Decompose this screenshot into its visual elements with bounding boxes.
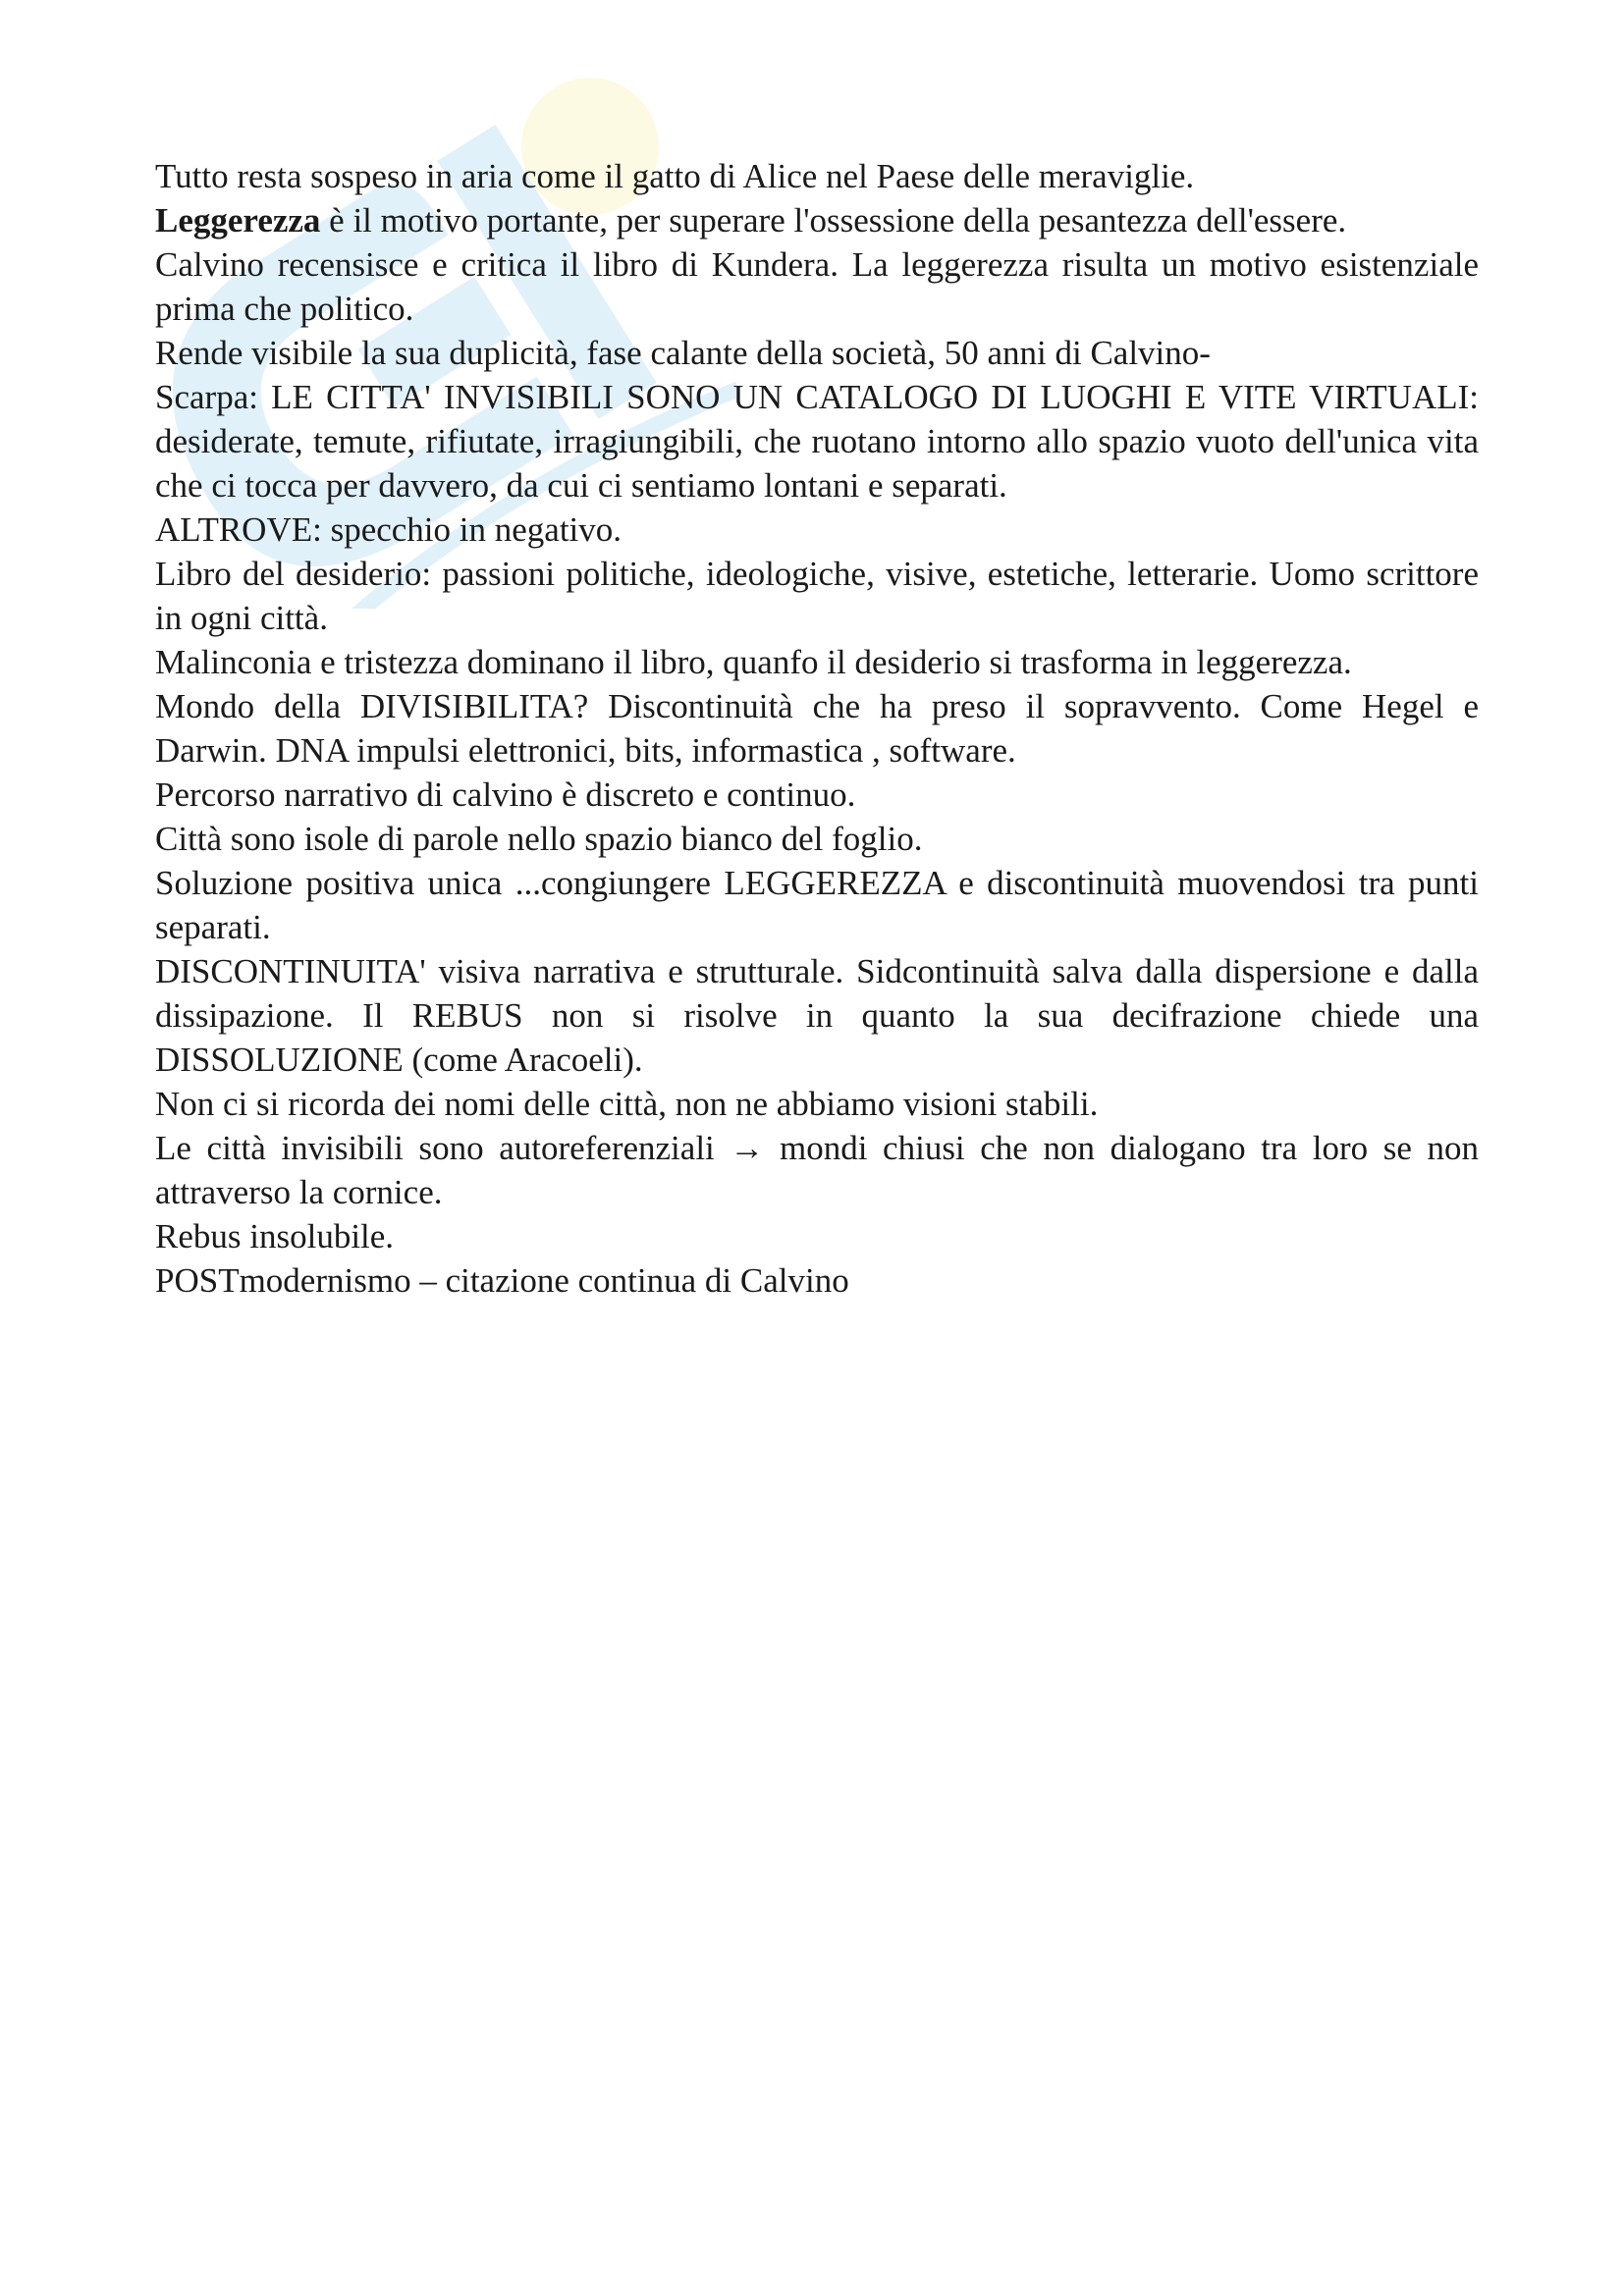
bold-term: Leggerezza [155, 201, 321, 240]
paragraph: Non ci si ricorda dei nomi delle città, non ne abbiamo visioni stabili. [155, 1085, 1099, 1123]
paragraph: Rende visibile la sua duplicità, fase calante della società, 50 anni di Calvino- [155, 334, 1211, 372]
paragraph: Soluzione positiva unica ...congiungere LEGGEREZZA e discontinuità muovendosi tra punti separati. [155, 864, 1479, 946]
paragraph: Città sono isole di parole nello spazio bianco del foglio. [155, 820, 923, 858]
paragraph: Libro del desiderio: passioni politiche, ideologiche, visive, estetiche, letterarie. Uomo scrittore in ogni città. [155, 555, 1479, 637]
paragraph: ALTROVE: specchio in negativo. [155, 510, 623, 549]
paragraph: Tutto resta sospeso in aria come il gatto di Alice nel Paese delle meraviglie. [155, 157, 1195, 195]
paragraph: DISCONTINUITA' visiva narrativa e strutturale. Sidcontinuità salva dalla dispersione e dalla dissipazione. Il REBUS non si risolve in quanto la sua decifrazione chiede una DISSOLUZIONE (come Aracoeli). [155, 952, 1479, 1079]
paragraph: Mondo della DIVISIBILITA? Discontinuità che ha preso il sopravvento. Come Hegel e Darwin. DNA impulsi elettronici, bits, informastica , software. [155, 687, 1479, 770]
paragraph: POSTmodernismo – citazione continua di Calvino [155, 1261, 849, 1300]
paragraph: Percorso narrativo di calvino è discreto e continuo. [155, 775, 856, 814]
paragraph: Scarpa: LE CITTA' INVISIBILI SONO UN CATALOGO DI LUOGHI E VITE VIRTUALI: desiderate, temute, rifiutate, irragiungibili, che ruotano intorno allo spazio vuoto dell'unica vita che ci tocca per davvero, da cui ci sentiamo lontani e separati. [155, 378, 1479, 505]
paragraph: Le città invisibili sono autoreferenziali → mondi chiusi che non dialogano tra loro se non attraverso la cornice. [155, 1129, 1479, 1211]
paragraph: Calvino recensisce e critica il libro di Kundera. La leggerezza risulta un motivo esistenziale prima che politico. [155, 245, 1479, 328]
paragraph: Malinconia e tristezza dominano il libro, quanfo il desiderio si trasforma in leggerezza. [155, 643, 1352, 681]
paragraph-text: è il motivo portante, per superare l'ossessione della pesantezza dell'essere. [320, 201, 1347, 240]
paragraph [155, 198, 1479, 242]
document-body [155, 154, 1479, 1303]
paragraph: Rebus insolubile. [155, 1217, 395, 1255]
